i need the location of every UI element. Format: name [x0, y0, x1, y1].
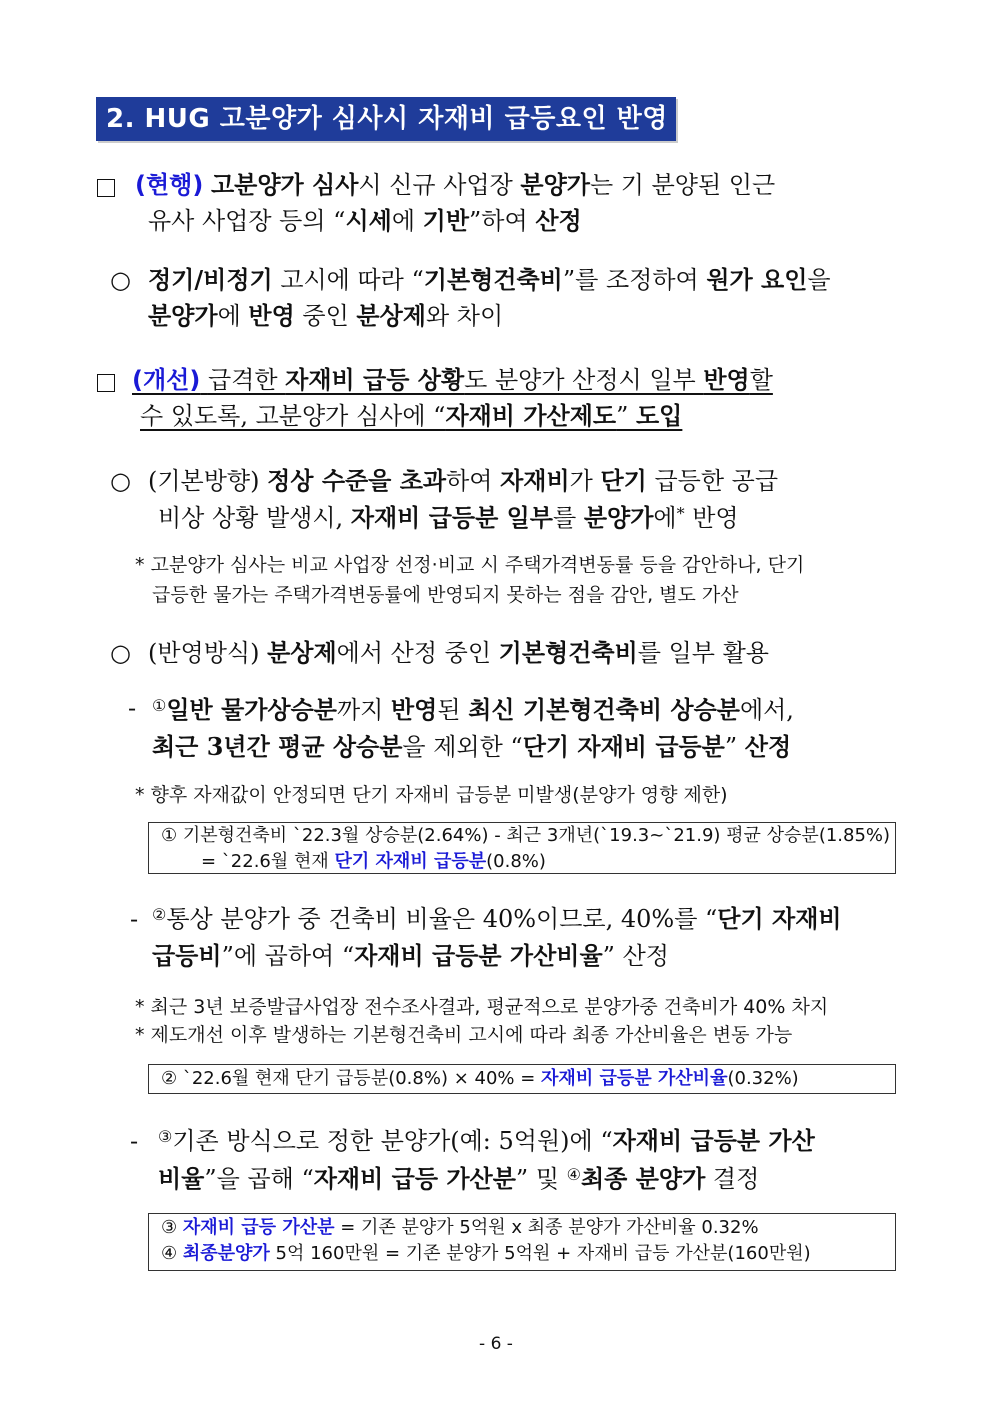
- formula-3-line-2: ④ 최종분양가 5억 160만원 = 기존 분양가 5억원 + 자재비 급등 가산분(160만원): [161, 1243, 811, 1264]
- text-segment: ”을 곱해 “: [204, 1165, 314, 1193]
- bold-text: 정기/비정기: [148, 265, 273, 294]
- bold-text: 분양가: [148, 301, 218, 330]
- bold-text: 분상제: [267, 638, 337, 667]
- text-segment: ”: [616, 402, 636, 430]
- improve-tag: (개선): [132, 366, 201, 394]
- improve-line-1: [132, 362, 773, 398]
- bold-text: 도입: [636, 401, 683, 430]
- text-segment: ”에 곱하여 “: [221, 942, 355, 970]
- dash-icon: -: [130, 1127, 139, 1155]
- current-tag: (현행): [135, 171, 204, 199]
- bold-text: 반영: [703, 365, 750, 394]
- bold-text: 정상 수준을 초과: [267, 466, 447, 495]
- formula-3-line-1: ③ 자재비 급등 가산분 = 기존 분양가 5억원 x 최종 분양가 가산비율 0.32%: [161, 1217, 759, 1238]
- text-segment: 통상 분양가 중 건축비 비율은 40%이므로, 40%를 “: [166, 905, 718, 933]
- current-line-2: [148, 203, 582, 239]
- formula-box-2: ② `22.6월 현재 단기 급등분(0.8%) × 40% = 자재비 급등분 가산비율(0.32%): [148, 1064, 896, 1094]
- bold-text: 고분양가 심사: [210, 170, 359, 199]
- text-segment: (기본방향): [148, 467, 268, 495]
- dash-icon: -: [130, 905, 139, 933]
- superscript-marker: ①: [152, 696, 167, 715]
- current-point-line-2: [148, 298, 503, 334]
- formula-1-highlight: 단기 자재비 급등분: [334, 851, 487, 872]
- footnote: * 고분양가 심사는 비교 사업장 선정·비교 시 주택가격변동률 등을 감안하나, 단기: [135, 554, 805, 576]
- section-title: 2. HUG 고분양가 심사시 자재비 급등요인 반영: [96, 97, 676, 141]
- text-segment: 을: [807, 266, 831, 294]
- current-line-1: [135, 167, 897, 203]
- text-segment: 비상 상황 발생시,: [158, 504, 351, 532]
- checkbox-square-icon: [97, 374, 115, 392]
- bold-text: 비율: [158, 1164, 205, 1193]
- text-segment: 시 신규 사업장: [358, 171, 521, 199]
- text-segment: 결정: [705, 1165, 760, 1193]
- text-segment: 유사 사업장 등의 “: [148, 207, 346, 235]
- bold-text: 자재비 급등 상황: [285, 365, 465, 394]
- text-segment: 할: [749, 366, 773, 394]
- bold-text: 단기 자재비: [717, 904, 842, 933]
- text-segment: 고시에 따라 “: [272, 266, 424, 294]
- bold-text: 산정: [744, 732, 792, 761]
- text-segment: 는 기 분양된 인근: [589, 171, 776, 199]
- text-segment: 하여: [446, 467, 501, 495]
- text-segment: 에: [653, 504, 677, 532]
- bold-text: 반영: [248, 301, 295, 330]
- formula-box-3: [148, 1213, 896, 1271]
- method-line: [148, 635, 769, 671]
- bold-text: 자재비 가산제도: [445, 401, 617, 430]
- bold-text: 원가 요인: [706, 265, 808, 294]
- bold-text: 자재비 급등분 일부: [350, 503, 553, 532]
- formula-2-highlight: 자재비 급등분 가산비율: [541, 1068, 728, 1089]
- bold-text: 분양가: [583, 503, 654, 532]
- text-segment: 중인: [294, 302, 357, 330]
- text-segment: 에서,: [739, 696, 794, 724]
- bold-text: 분상제: [356, 301, 426, 330]
- formula-box-1: [148, 822, 896, 874]
- text-segment: 반영: [684, 504, 739, 532]
- text-segment: 에: [217, 302, 249, 330]
- text-segment: 를 일부 활용: [637, 639, 769, 667]
- bold-text: 일반 물가상승분: [166, 695, 337, 724]
- bold-text: 급등비: [152, 941, 222, 970]
- superscript-marker: ③: [158, 1127, 173, 1146]
- step3-line-1: [158, 1123, 815, 1159]
- text-segment: ” 및: [515, 1165, 567, 1193]
- text-segment: 가: [569, 467, 601, 495]
- footnote: * 제도개선 이후 발생하는 기본형건축비 고시에 따라 최종 가산비율은 변동 가능: [135, 1024, 793, 1046]
- bold-text: 기본형건축비: [498, 638, 638, 667]
- basic-direction-line-2: [158, 500, 739, 536]
- improve-text-1: [208, 366, 773, 394]
- text-segment: ” 산정: [602, 942, 669, 970]
- bold-text: 자재비 급등분 가산: [612, 1126, 815, 1155]
- step2-line-1: [152, 901, 842, 937]
- bold-text: 기본형건축비: [423, 265, 563, 294]
- text-segment: 기존 방식으로 정한 분양가(예: 5억원)에 “: [172, 1127, 613, 1155]
- bold-text: 분양가: [520, 170, 590, 199]
- bold-text: 자재비 급등분 가산비율: [354, 941, 603, 970]
- basic-direction-line-1: [148, 463, 778, 499]
- dash-icon: -: [128, 694, 137, 722]
- text-segment: ”를 조정하여: [562, 266, 707, 294]
- text-segment: 수 있도록, 고분양가 심사에 “: [140, 402, 446, 430]
- text-segment: 급격한: [207, 366, 286, 394]
- bold-text: 최종 분양가: [580, 1164, 706, 1193]
- text-segment: 급등한 공급: [646, 467, 779, 495]
- bold-text: 산정: [535, 206, 582, 235]
- current-point-line-1: [148, 262, 831, 298]
- bold-text: 자재비 급등 가산분: [313, 1164, 516, 1193]
- step3-line-2: [158, 1161, 759, 1197]
- formula-1-line-1: ① 기본형건축비 `22.3월 상승분(2.64%) - 최근 3개년(`19.3~`21.9) 평균 상승분(1.85%): [161, 825, 891, 846]
- current-text-1: [211, 171, 775, 199]
- bold-text: 단기 자재비 급등분: [522, 732, 725, 761]
- bullet-circle-icon: ○: [110, 467, 131, 495]
- formula-4-highlight: 최종분양가: [182, 1243, 270, 1264]
- text-segment: 와 차이: [425, 302, 504, 330]
- footnote-cont: 급등한 물가는 주택가격변동률에 반영되지 못하는 점을 감안, 별도 가산: [152, 584, 739, 606]
- text-segment: 도 분양가 산정시 일부: [464, 366, 704, 394]
- bullet-circle-icon: ○: [110, 266, 131, 294]
- text-segment: ”: [724, 733, 745, 761]
- text-segment: (반영방식): [148, 639, 268, 667]
- bold-text: 단기: [600, 466, 647, 495]
- page-number: - 6 -: [479, 1334, 513, 1354]
- bold-text: 최근 3년간 평균 상승분: [152, 732, 403, 761]
- step2-line-2: [152, 938, 669, 974]
- footnote: * 향후 자재값이 안정되면 단기 자재비 급등분 미발생(분양가 영향 제한): [135, 784, 728, 806]
- text-segment: 에: [391, 207, 423, 235]
- text-segment: 에서 산정 중인: [336, 639, 499, 667]
- superscript-marker: ②: [152, 905, 167, 924]
- improve-line-2: [140, 398, 682, 434]
- checkbox-square-icon: [97, 179, 115, 197]
- text-segment: 까지: [337, 696, 391, 724]
- bold-text: 반영: [391, 695, 438, 724]
- superscript-marker: ④: [566, 1165, 581, 1184]
- text-segment: ”하여: [469, 207, 536, 235]
- text-segment: 를: [553, 504, 584, 532]
- formula-3-highlight: 자재비 급등 가산분: [182, 1217, 335, 1238]
- text-segment: 된: [437, 696, 469, 724]
- superscript-marker: *: [676, 504, 685, 523]
- bold-text: 기반: [422, 206, 470, 235]
- bold-text: 최신 기본형건축비 상승분: [468, 695, 740, 724]
- bold-text: 자재비: [500, 466, 570, 495]
- bullet-circle-icon: ○: [110, 639, 131, 667]
- bold-text: 시세: [345, 206, 392, 235]
- step1-line-2: [152, 729, 791, 765]
- formula-1-line-2: = `22.6월 현재 단기 자재비 급등분(0.8%): [201, 851, 546, 872]
- step1-line-1: [152, 692, 794, 728]
- footnote: * 최근 3년 보증발급사업장 전수조사결과, 평균적으로 분양가중 건축비가 40% 차지: [135, 996, 829, 1018]
- text-segment: 을 제외한 “: [402, 733, 523, 761]
